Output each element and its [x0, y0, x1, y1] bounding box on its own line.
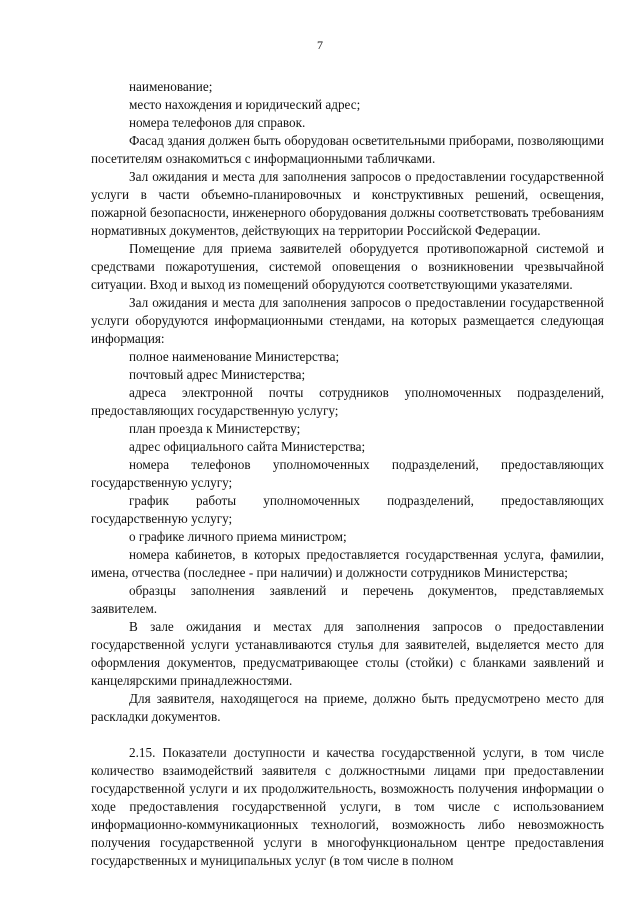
- paragraph-12: адрес официального сайта Министерства;: [129, 439, 366, 454]
- paragraph-4: Фасад здания должен быть оборудован осветительными приборами, позволяющими посетителям ознакомиться с информационными табличками.: [91, 133, 604, 166]
- section-2-15-paragraph: 2.15. Показатели доступности и качества государственной услуги, в том числе количество взаимодействий заявителя с должностными лицами при предоставлении государственной услуги и их продолжительность, возможность получения информации о ходе предоставления государственной услуги, в том числе с использованием информационно-коммуникационных технологий, возможность либо невозможность получения государственной услуги в многофункциональном центре предоставления государственных и муниципальных услуг (в том числе в полном: [91, 745, 604, 868]
- paragraph-13: номера телефонов уполномоченных подразделений, предоставляющих государственную услугу;: [91, 457, 604, 490]
- paragraph-17: образцы заполнения заявлений и перечень документов, представляемых заявителем.: [91, 583, 604, 616]
- paragraph-19: Для заявителя, находящегося на приеме, должно быть предусмотрено место для раскладки документов.: [91, 691, 604, 724]
- paragraph-18: В зале ожидания и местах для заполнения запросов о предоставлении государственной услуги устанавливаются стулья для заявителей, выделяется место для оформления документов, предусматривающее столы (стойки) с бланками заявлений и канцелярскими принадлежностями.: [91, 619, 604, 688]
- document-body: [91, 78, 604, 870]
- paragraph-5: Зал ожидания и места для заполнения запросов о предоставлении государственной услуги в части объемно-планировочных и конструктивных решений, освещения, пожарной безопасности, инженерного оборудования должны соответствовать требованиям нормативных документов, действующих на территории Российской Федерации.: [91, 169, 604, 238]
- paragraph-1: наименование;: [129, 79, 213, 94]
- paragraph-16: номера кабинетов, в которых предоставляется государственная услуга, фамилии, имена, отчества (последнее - при наличии) и должности сотрудников Министерства;: [91, 547, 604, 580]
- paragraph-7: Зал ожидания и места для заполнения запросов о предоставлении государственной услуги оборудуются информационными стендами, на которых размещается следующая информация:: [91, 295, 604, 346]
- paragraph-15: о графике личного приема министром;: [129, 529, 347, 544]
- paragraph-10: адреса электронной почты сотрудников уполномоченных подразделений, предоставляющих государственную услугу;: [91, 385, 604, 418]
- paragraph-8: полное наименование Министерства;: [129, 349, 340, 364]
- page-number: 7: [317, 38, 323, 52]
- section-spacer: [91, 726, 604, 744]
- paragraph-9: почтовый адрес Министерства;: [129, 367, 306, 382]
- paragraph-2: место нахождения и юридический адрес;: [129, 97, 361, 112]
- paragraph-11: план проезда к Министерству;: [129, 421, 301, 436]
- paragraph-3: номера телефонов для справок.: [129, 115, 306, 130]
- paragraph-6: Помещение для приема заявителей оборудуется противопожарной системой и средствами пожаротушения, системой оповещения о возникновении чрезвычайной ситуации. Вход и выход из помещений оборудуются соответствующими указателями.: [91, 241, 604, 292]
- paragraph-14: график работы уполномоченных подразделений, предоставляющих государственную услугу;: [91, 493, 604, 526]
